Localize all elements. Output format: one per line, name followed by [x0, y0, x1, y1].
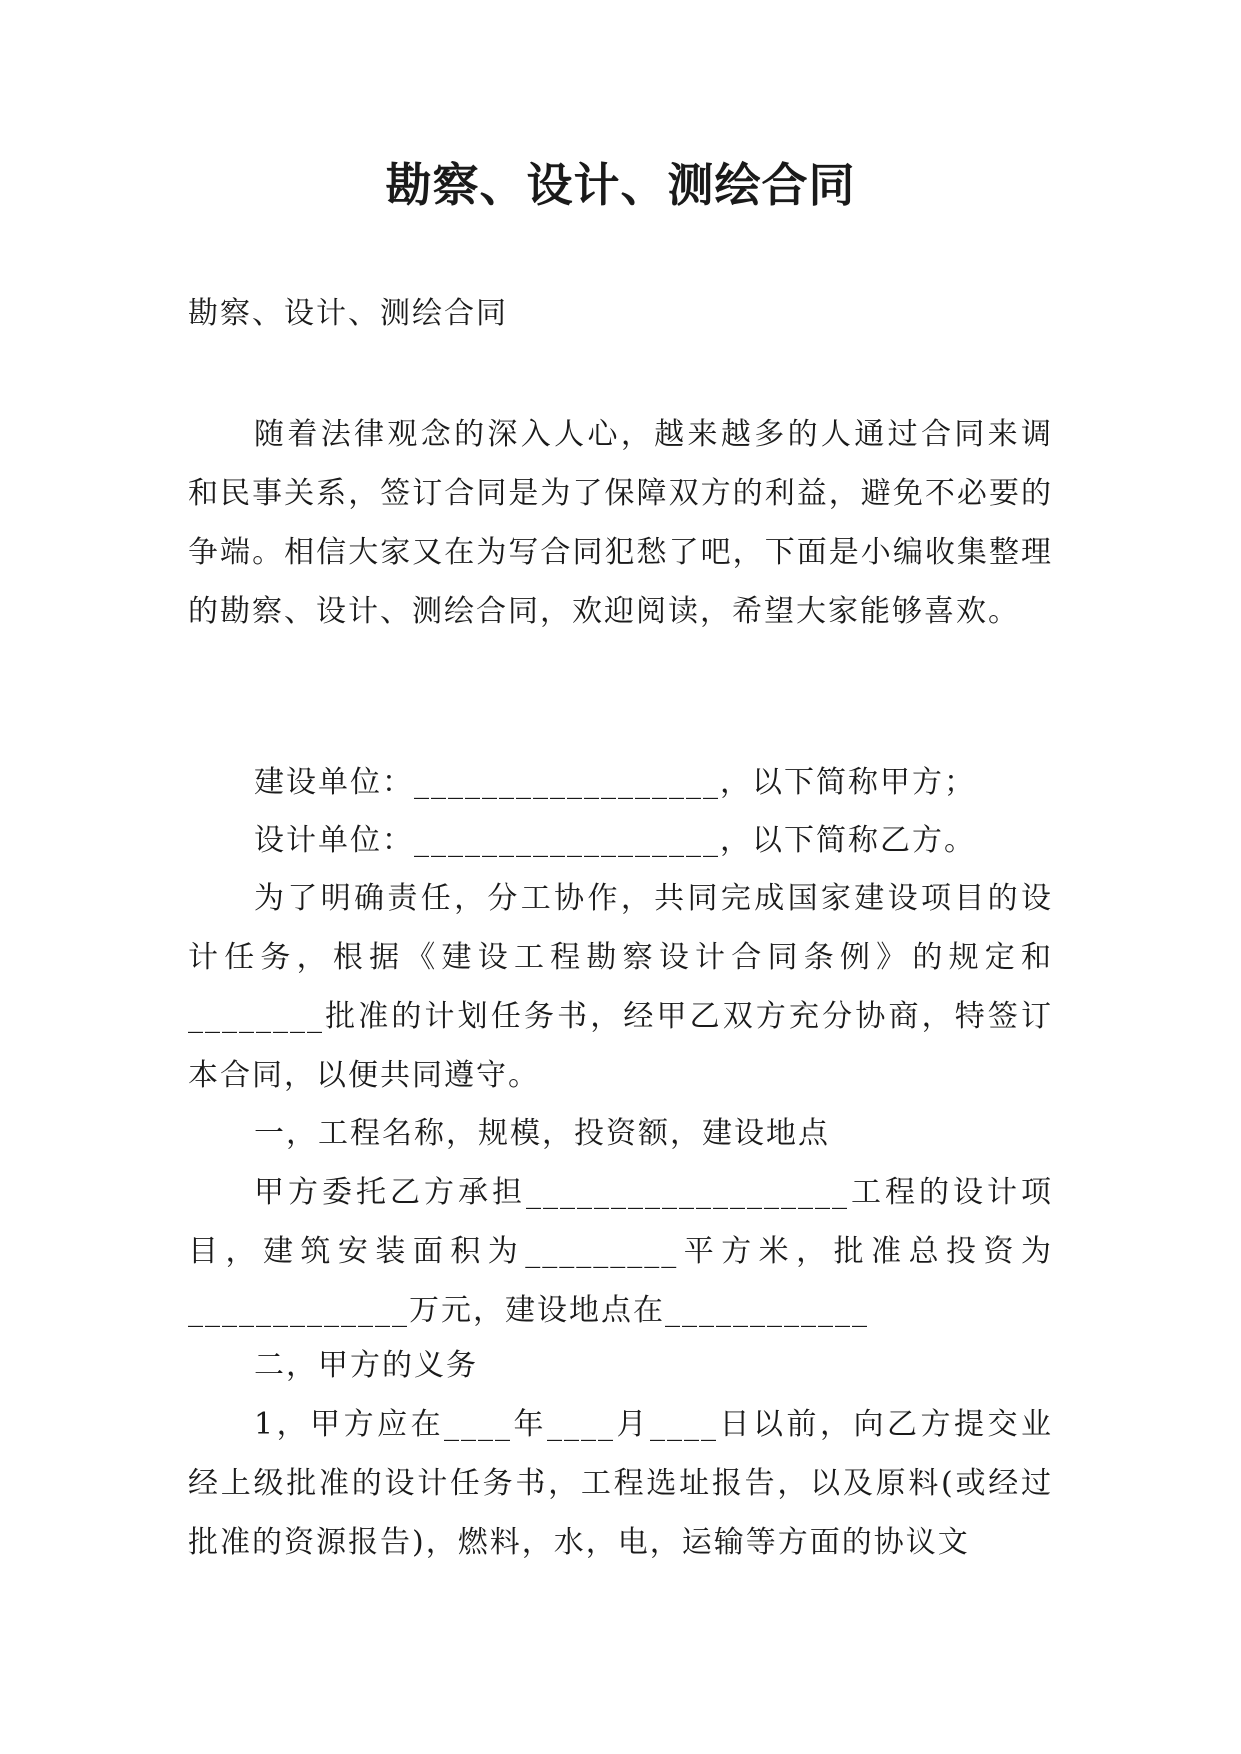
document-title: 勘察、设计、测绘合同	[385, 158, 856, 212]
party-a-line: 建设单位：__________________，以下简称甲方；	[254, 765, 976, 800]
party-b-line: 设计单位：__________________，以下简称乙方。	[254, 823, 976, 858]
section-2-heading: 二，甲方的义务	[254, 1348, 478, 1383]
purpose-paragraph: 为了明确责任，分工协作，共同完成国家建设项目的设计任务，根据《建设工程勘察设计合同条例》的规定和________批准的计划任务书，经甲乙双方充分协商，特签订本合同，以便共同遵守。	[188, 881, 1053, 1093]
intro-paragraph: 随着法律观念的深入人心，越来越多的人通过合同来调和民事关系，签订合同是为了保障双方的利益，避免不必要的争端。相信大家又在为写合同犯愁了吧，下面是小编收集整理的勘察、设计、测绘合同，欢迎阅读，希望大家能够喜欢。	[188, 417, 1053, 629]
section-1-body: 甲方委托乙方承担___________________工程的设计项目，建筑安装面积为_________平方米，批准总投资为_____________万元，建设地点在____________	[188, 1175, 1053, 1328]
section-1-heading: 一，工程名称，规模，投资额，建设地点	[254, 1116, 830, 1151]
section-2-item-1: 1，甲方应在____年____月____日以前，向乙方提交业经上级批准的设计任务书，工程选址报告，以及原料(或经过批准的资源报告)，燃料，水，电，运输等方面的协议文	[188, 1407, 1053, 1560]
document-subtitle: 勘察、设计、测绘合同	[188, 296, 508, 331]
